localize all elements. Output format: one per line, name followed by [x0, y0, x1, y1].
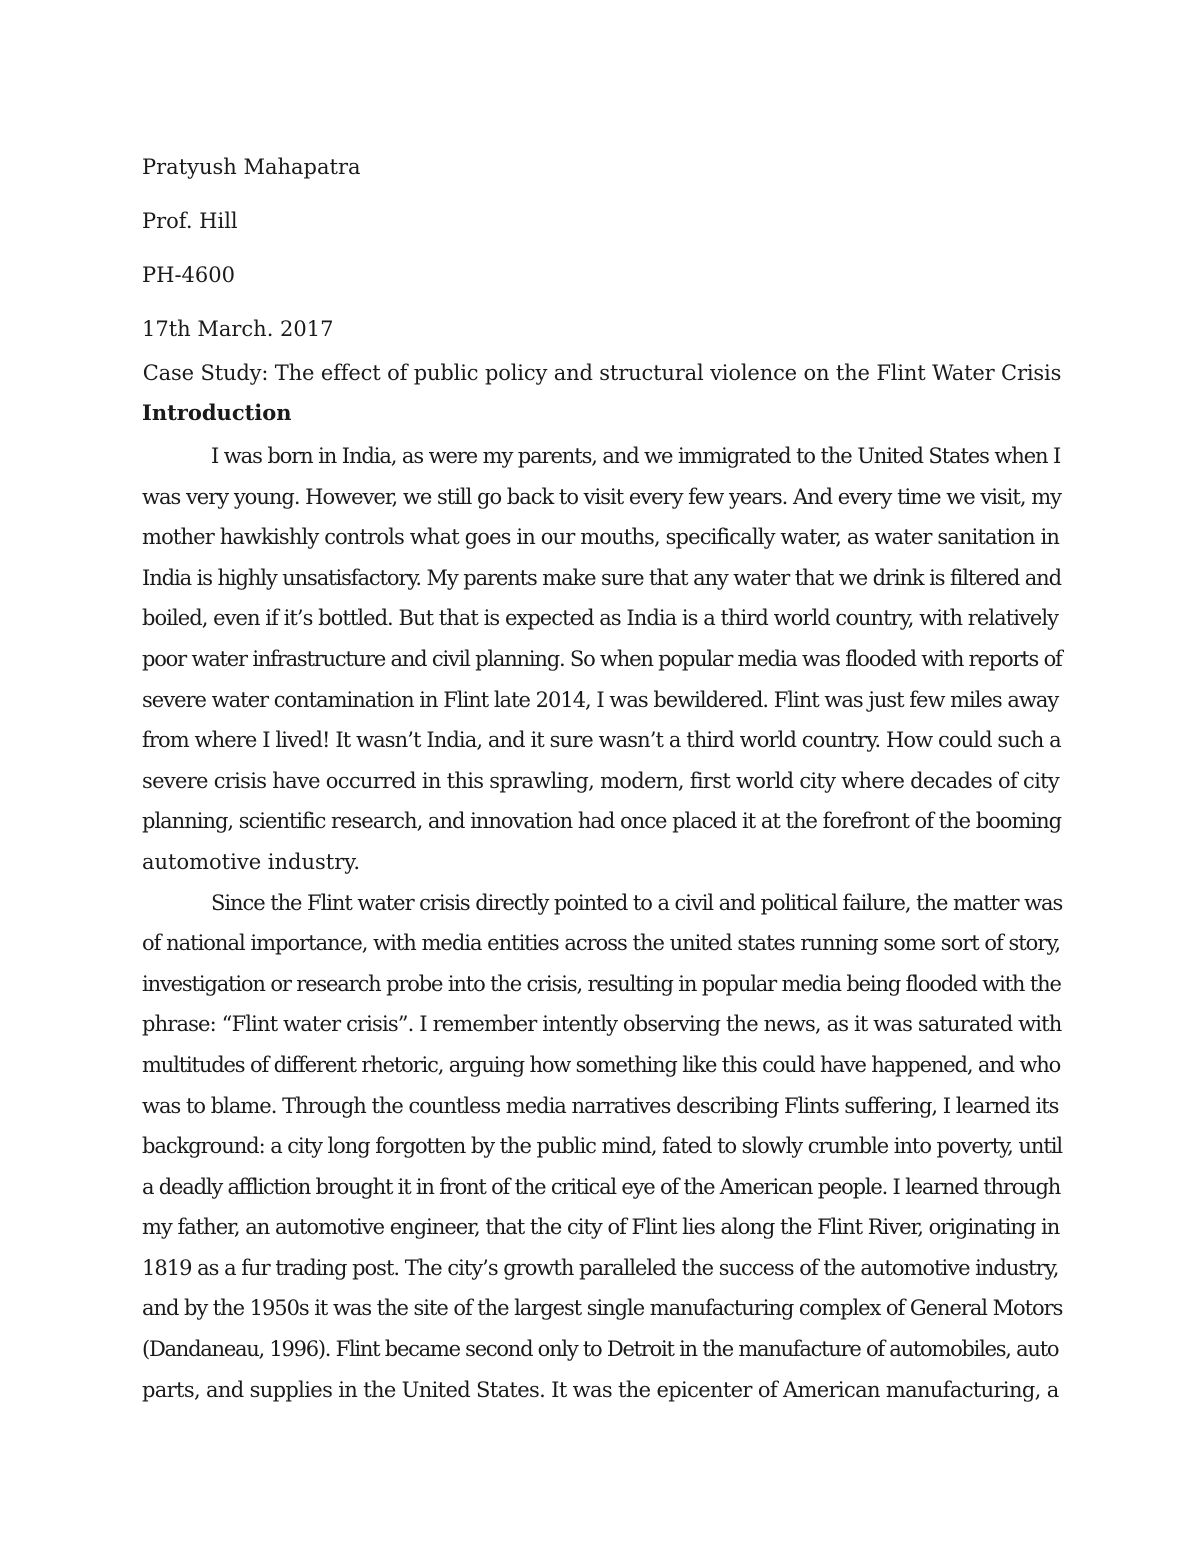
course-code: PH-4600 — [142, 263, 235, 287]
document-body — [142, 436, 1062, 1410]
paragraph-line: a deadly affliction brought it in front of the critical eye of the American people. I learned through — [142, 1174, 1061, 1199]
paragraph-line: 1819 as a fur trading post. The city’s growth paralleled the success of the automotive industry, — [142, 1255, 1059, 1280]
paragraph-line: automotive industry. — [142, 849, 361, 874]
paragraph-line: severe water contamination in Flint late 2014, I was bewildered. Flint was just few miles away — [142, 687, 1059, 712]
paragraph-line: Since the Flint water crisis directly pointed to a civil and political failure, the matter was — [211, 890, 1063, 915]
paragraph-line: planning, scientific research, and innovation had once placed it at the forefront of the booming — [142, 809, 1062, 834]
paragraph-line: boiled, even if it’s bottled. But that is expected as India is a third world country, with relatively — [142, 606, 1059, 631]
paragraph-line: and by the 1950s it was the site of the largest single manufacturing complex of General Motors — [142, 1296, 1063, 1321]
paragraph-line: parts, and supplies in the United States. It was the epicenter of American manufacturing, a — [142, 1377, 1059, 1402]
author-name: Pratyush Mahapatra — [142, 155, 361, 179]
section-heading: Introduction — [142, 400, 292, 425]
paragraph-line: (Dandaneau, 1996). Flint became second only to Detroit in the manufacture of automobiles, auto — [142, 1337, 1059, 1362]
paragraph-line: was to blame. Through the countless media narratives describing Flints suffering, I learned its — [142, 1093, 1059, 1118]
document-title: Case Study: The effect of public policy and structural violence on the Flint Water Crisis — [142, 361, 1062, 385]
document-header — [142, 140, 1062, 356]
document-date: 17th March. 2017 — [142, 317, 334, 341]
paragraph-line: was very young. However, we still go back to visit every few years. And every time we visit, my — [142, 484, 1061, 509]
paragraph-line: background: a city long forgotten by the public mind, fated to slowly crumble into poverty, until — [142, 1134, 1063, 1159]
paragraph-line: my father, an automotive engineer, that the city of Flint lies along the Flint River, originating in — [142, 1215, 1060, 1240]
paragraph-line: I was born in India, as were my parents, and we immigrated to the United States when I — [211, 444, 1061, 468]
paragraph-line: phrase: “Flint water crisis”. I remember intently observing the news, as it was saturated with — [142, 1012, 1062, 1037]
paragraph-line: of national importance, with media entities across the united states running some sort of story, — [142, 931, 1061, 956]
paragraph-line: severe crisis have occurred in this sprawling, modern, first world city where decades of city — [142, 768, 1059, 793]
paragraph-line: investigation or research probe into the crisis, resulting in popular media being flooded with the — [142, 971, 1061, 996]
professor-name: Prof. Hill — [142, 209, 238, 233]
paragraph-line: mother hawkishly controls what goes in our mouths, specifically water, as water sanitation in — [142, 525, 1060, 550]
paragraph-line: from where I lived! It wasn’t India, and it sure wasn’t a third world country. How could such a — [142, 728, 1061, 753]
paragraph-line: India is highly unsatisfactory. My parents make sure that any water that we drink is filtered and — [142, 565, 1061, 590]
paragraph-line: multitudes of different rhetoric, arguing how something like this could have happened, and who — [142, 1052, 1061, 1077]
paragraph-line: poor water infrastructure and civil planning. So when popular media was flooded with reports of — [142, 646, 1062, 671]
